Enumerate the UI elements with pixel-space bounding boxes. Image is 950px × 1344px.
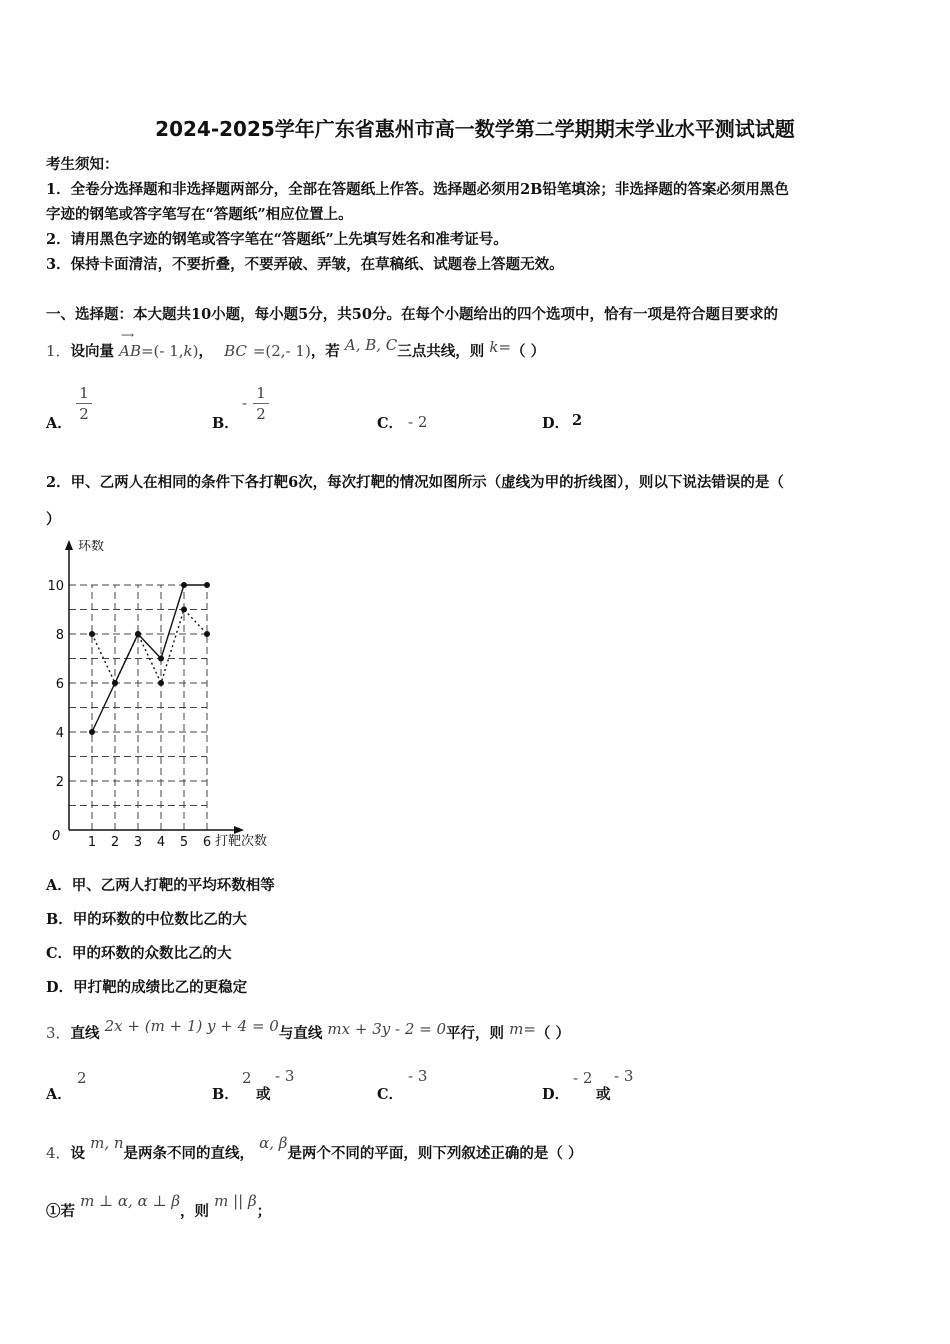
q1-b-numerator: 1: [256, 384, 266, 402]
data-point-jia: [204, 631, 210, 637]
q4-statement-1: [46, 1192, 272, 1221]
vector-bc: BC: [224, 342, 247, 360]
data-point-yi: [204, 582, 210, 588]
q3-option-b-or: 或: [256, 1086, 271, 1103]
y-axis-label: 环数: [78, 540, 105, 554]
data-point-yi: [158, 656, 164, 662]
q4-number: 4．: [46, 1144, 71, 1162]
q3-option-d-or: 或: [596, 1086, 611, 1103]
question-2: 2．甲、乙两人在相同的条件下各打靶6次，每次打靶的情况如图所示（虚线为甲的折线图），则以下说法错误的是（: [46, 474, 784, 491]
data-point-yi: [135, 631, 141, 637]
q4-s1-prefix: ①若: [46, 1203, 75, 1220]
q1-text-1: 设向量: [70, 343, 115, 360]
question-2-close: ）: [46, 511, 61, 528]
q3-text-1: 直线: [70, 1025, 100, 1042]
vector-ab-value: =(- 1,: [140, 342, 184, 360]
q3-paren: （ ）: [535, 1025, 570, 1042]
q4-s1-condition: m ⊥ α, α ⊥ β: [80, 1192, 181, 1210]
q1-option-b-label: B．: [212, 415, 239, 432]
q1-comma: ，: [198, 343, 213, 360]
q1-text-2: ，若: [310, 343, 340, 360]
x-axis-label: 打靶次数: [215, 834, 268, 849]
x-tick-label: 5: [179, 835, 189, 850]
q4-s1-result: m || β: [214, 1192, 257, 1210]
q1-option-c-label: C．: [377, 415, 404, 432]
q1-option-d-value: 2: [572, 412, 583, 429]
q4-text-3: 是两个不同的平面，则下列叙述正确的是（ ）: [287, 1145, 583, 1162]
question-4: [46, 1134, 583, 1163]
vector-arrow-icon: ⟶: [121, 331, 135, 341]
q3-number: 3．: [46, 1024, 71, 1042]
data-point-jia: [181, 607, 187, 613]
vector-ab-close: ): [192, 342, 199, 360]
vector-bc-value: =(2,- 1): [252, 342, 311, 360]
q3-option-a-value: 2: [77, 1069, 87, 1087]
notice-line-3: 3．保持卡面清洁，不要折叠，不要弄破、弄皱，在草稿纸、试题卷上答题无效。: [46, 256, 564, 273]
q3-option-a-label: A．: [46, 1086, 72, 1103]
q4-planes: α, β: [259, 1134, 288, 1152]
y-tick-label: 8: [55, 628, 64, 643]
q2-option-c: C．甲的环数的众数比乙的大: [46, 945, 232, 962]
q3-option-d-value-2: - 3: [614, 1067, 634, 1085]
q1-b-sign: -: [242, 394, 248, 412]
q3-equation-1: 2x + (m + 1) y + 4 = 0: [104, 1017, 279, 1035]
q1-text-3: 三点共线，则: [397, 343, 485, 360]
data-point-jia: [158, 680, 164, 686]
x-tick-label: 6: [202, 835, 212, 850]
q4-s1-end: ；: [256, 1203, 272, 1220]
notice-line-2: 2．请用黑色字迹的钢笔或答字笔在“答题纸”上先填写姓名和准考证号。: [46, 231, 508, 248]
q4-s1-mid: ，则: [180, 1203, 210, 1220]
page-title: 2024-2025学年广东省惠州市高一数学第二学期期末学业水平测试试题: [155, 117, 795, 141]
shooting-chart: [40, 540, 290, 860]
origin-label: 0: [52, 829, 61, 844]
q3-equation-2: mx + 3y - 2 = 0: [327, 1020, 447, 1038]
notice-heading: 考生须知：: [46, 156, 119, 173]
q3-option-c-value: - 3: [408, 1067, 428, 1085]
q1-option-c-value: - 2: [408, 413, 428, 431]
q1-k: k: [489, 338, 499, 356]
q3-text-3: 平行，则: [446, 1025, 505, 1042]
q1-option-b-value: [253, 384, 269, 423]
q1-b-denominator: 2: [256, 405, 266, 423]
q1-option-a-value: [76, 384, 92, 423]
y-tick-label: 2: [55, 775, 64, 790]
q4-text-1: 设: [70, 1145, 86, 1162]
q1-a-denominator: 2: [79, 405, 89, 423]
x-tick-label: 3: [133, 835, 143, 850]
q3-eq: =: [523, 1020, 536, 1038]
x-tick-label: 1: [87, 835, 97, 850]
q1-eq: =: [498, 338, 512, 356]
q4-text-2: 是两条不同的直线，: [123, 1145, 255, 1162]
q3-option-c-label: C．: [377, 1086, 404, 1103]
vector-ab: AB: [119, 342, 141, 360]
q1-option-d-label: D．: [542, 415, 570, 432]
q3-option-b-value-1: 2: [242, 1069, 252, 1087]
question-3: [46, 1017, 570, 1043]
q2-option-a: A．甲、乙两人打靶的平均环数相等: [46, 877, 275, 894]
notice-line-1a: 1．全卷分选择题和非选择题两部分，全部在答题纸上作答。选择题必须用2B铅笔填涂；非选择题的答案必须用黑色: [46, 181, 789, 198]
x-tick-label: 4: [156, 835, 166, 850]
q1-paren: （ ）: [511, 343, 546, 360]
q3-text-2: 与直线: [278, 1025, 323, 1042]
q1-a-numerator: 1: [79, 384, 89, 402]
q1-points: A, B, C: [344, 336, 398, 354]
q3-option-d-label: D．: [542, 1086, 570, 1103]
data-point-yi: [89, 729, 95, 735]
q1-option-a-label: A．: [46, 415, 72, 432]
y-tick-label: 6: [55, 677, 64, 692]
q1-number: 1．: [46, 342, 71, 360]
data-point-yi: [181, 582, 187, 588]
q3-m: m: [509, 1020, 524, 1038]
vector-ab-k: k: [183, 342, 193, 360]
y-axis-arrow-icon: [65, 540, 73, 550]
question-1: [46, 331, 546, 361]
section-heading: 一、选择题：本大题共10小题，每小题5分，共50分。在每个小题给出的四个选项中，恰有一项是符合题目要求的: [46, 306, 778, 323]
q4-lines: m, n: [90, 1134, 124, 1152]
q3-option-d-value-1: - 2: [573, 1069, 593, 1087]
y-tick-label: 10: [47, 579, 64, 594]
q3-option-b-label: B．: [212, 1086, 239, 1103]
y-tick-label: 4: [55, 726, 64, 741]
notice-line-1b: 字迹的钢笔或答字笔写在“答题纸”相应位置上。: [46, 206, 353, 223]
q3-option-b-value-2: - 3: [275, 1067, 295, 1085]
q2-option-b: B．甲的环数的中位数比乙的大: [46, 911, 247, 928]
x-axis-arrow-icon: [234, 826, 244, 834]
data-point-yi: [112, 680, 118, 686]
data-point-jia: [89, 631, 95, 637]
q2-option-d: D．甲打靶的成绩比乙的更稳定: [46, 979, 248, 996]
x-tick-label: 2: [110, 835, 120, 850]
